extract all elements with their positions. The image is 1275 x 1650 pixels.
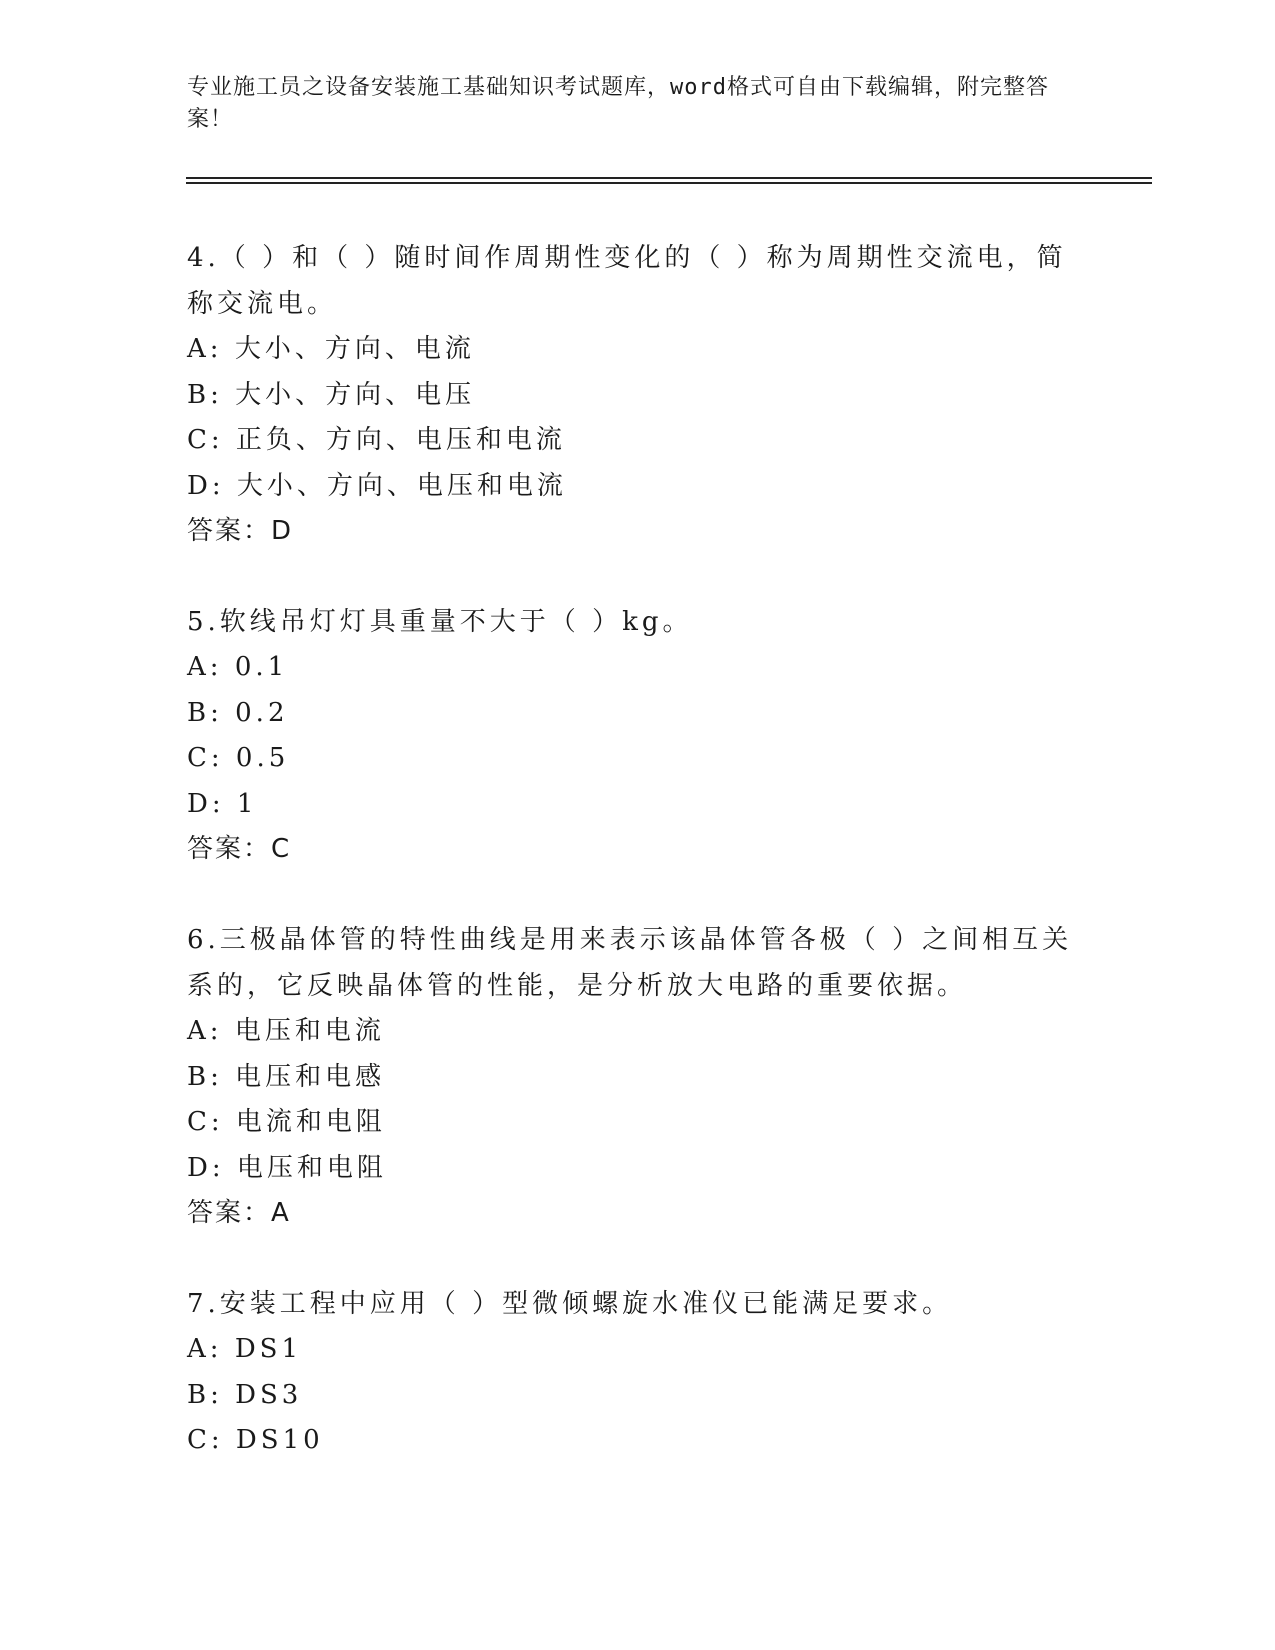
option-label: B: — [187, 1379, 223, 1410]
option-text: 0.2 — [235, 697, 289, 728]
question-list — [187, 235, 1087, 1509]
option-label: A: — [187, 334, 223, 364]
option-text: 大小、方向、电压和电流 — [236, 470, 567, 501]
option-label: D: — [187, 1152, 225, 1183]
option-text: DS3 — [235, 1379, 303, 1410]
option-c — [187, 1100, 1087, 1146]
question-5 — [187, 599, 1087, 872]
option-label: A: — [187, 652, 223, 682]
answer: 答案：A — [187, 1198, 291, 1228]
option-text: 1 — [236, 788, 258, 819]
option-d — [187, 464, 1087, 510]
option-text: DS10 — [235, 1425, 324, 1455]
document-header: 专业施工员之设备安装施工基础知识考试题库，word格式可自由下载编辑，附完整答案！ — [187, 75, 1049, 132]
option-b — [187, 1373, 1087, 1419]
option-a — [187, 1327, 1087, 1373]
option-label: B: — [187, 697, 223, 728]
option-label: A: — [187, 1334, 223, 1364]
question-7 — [187, 1281, 1087, 1464]
option-label: D: — [187, 470, 225, 501]
option-c — [187, 1418, 1087, 1464]
question-text: 7.安装工程中应用（ ）型微倾螺旋水准仪已能满足要求。 — [187, 1289, 953, 1319]
option-text: 大小、方向、电流 — [234, 334, 475, 364]
option-a — [187, 645, 1087, 691]
option-label: C: — [187, 1425, 224, 1455]
question-text: 4.（ ）和（ ）随时间作周期性变化的（ ）称为周期性交流电，简称交流电。 — [187, 243, 1067, 319]
option-c — [187, 418, 1087, 464]
option-text: 电压和电阻 — [236, 1152, 387, 1183]
question-text: 5.软线吊灯灯具重量不大于（ ）kg。 — [187, 607, 693, 637]
option-text: 大小、方向、电压 — [235, 379, 476, 410]
option-text: 电压和电感 — [235, 1061, 386, 1092]
option-label: A: — [187, 1016, 223, 1046]
option-label: C: — [187, 1107, 224, 1137]
option-label: C: — [187, 743, 224, 773]
question-4 — [187, 235, 1087, 554]
option-label: C: — [187, 425, 224, 455]
answer: 答案：D — [187, 516, 294, 546]
answer: 答案：C — [187, 834, 292, 864]
option-label: B: — [187, 1061, 223, 1092]
option-c — [187, 736, 1087, 782]
option-d — [187, 782, 1087, 828]
option-label: D: — [187, 788, 225, 819]
question-text: 6.三极晶体管的特性曲线是用来表示该晶体管各极（ ）之间相互关系的，它反映晶体管的性能，是分析放大电路的重要依据。 — [187, 925, 1073, 1001]
option-d — [187, 1146, 1087, 1192]
option-b — [187, 373, 1087, 419]
option-text: DS1 — [234, 1334, 303, 1364]
option-text: 电流和电阻 — [235, 1107, 386, 1137]
option-b — [187, 691, 1087, 737]
header-rule-top — [186, 177, 1152, 179]
option-a — [187, 327, 1087, 373]
option-text: 0.5 — [235, 743, 290, 773]
option-a — [187, 1009, 1087, 1055]
option-text: 电压和电流 — [234, 1016, 385, 1046]
option-text: 0.1 — [234, 652, 289, 682]
option-text: 正负、方向、电压和电流 — [235, 425, 566, 455]
header-rule-bottom — [186, 182, 1152, 184]
question-6 — [187, 917, 1087, 1236]
option-b — [187, 1055, 1087, 1101]
option-label: B: — [187, 379, 223, 410]
